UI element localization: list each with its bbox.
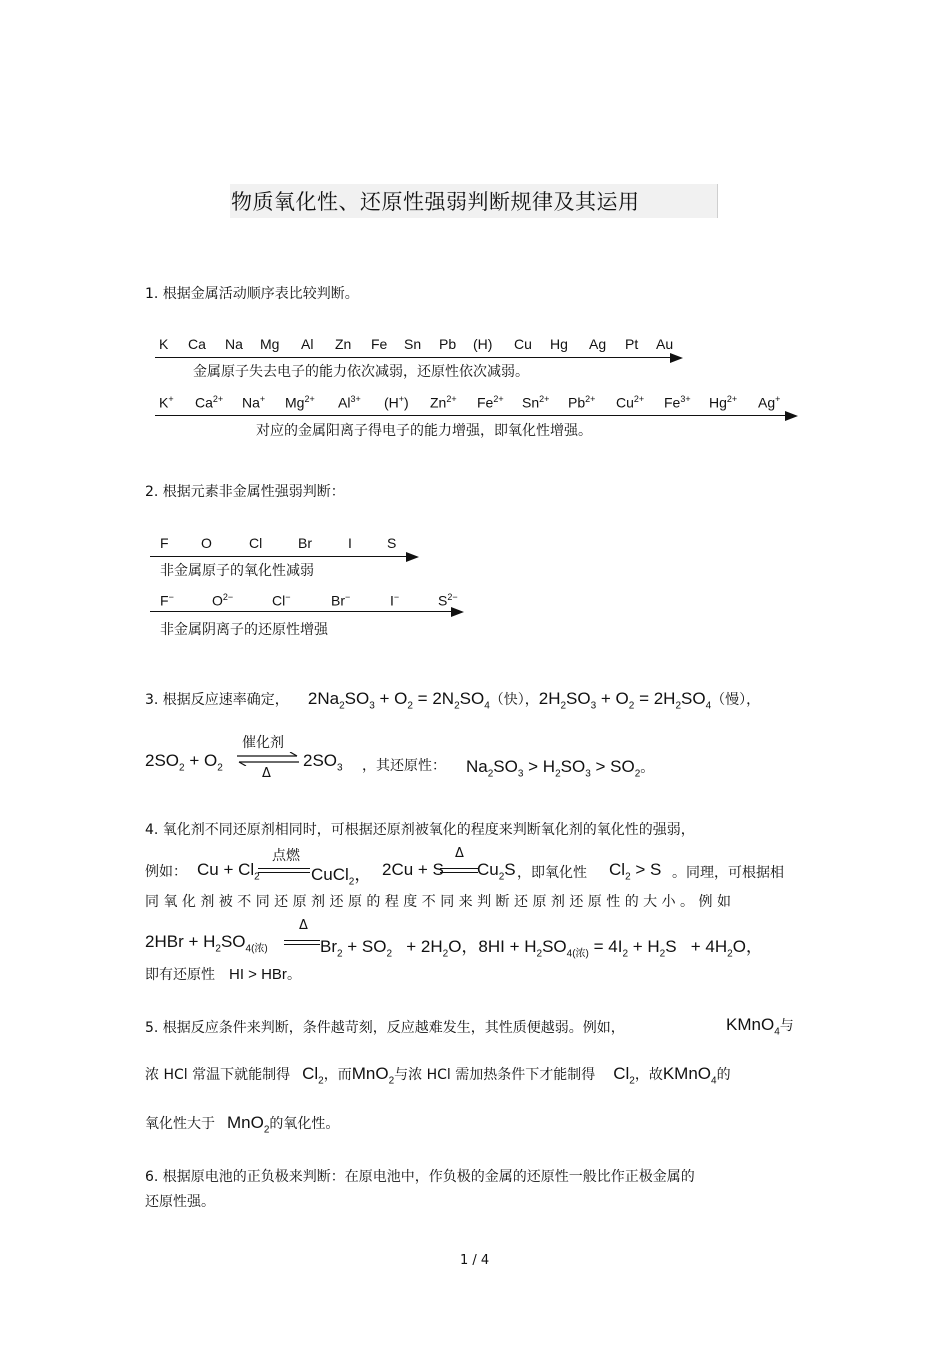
cation-Hg: $Hg^{2+}$ [709, 394, 738, 411]
cation-arrow-line [155, 415, 788, 416]
metal-Al: Al [301, 336, 314, 352]
anion-S: $S^{2-}$ [438, 592, 458, 609]
metal-Pb: Pb [439, 336, 457, 352]
cation-Ca: $Ca^{2+}$ [195, 394, 224, 411]
anion-arrow-head [451, 607, 464, 617]
cation-Zn: $Zn^{2+}$ [430, 394, 457, 411]
cation-Al: $Al^{3+}$ [338, 394, 361, 411]
nonmetal-arrow-line [150, 556, 408, 557]
delta-sign-hbr: Δ [299, 918, 308, 933]
cation-note: 对应的金属阳离子得电子的能力增强，即氧化性增强。 [256, 423, 592, 439]
anion-I: I− [390, 592, 400, 609]
metal-K: K [159, 336, 169, 352]
example-label: 例如： [145, 864, 187, 880]
metal-arrow-head [670, 353, 683, 363]
cation-arrow-head [785, 411, 798, 421]
delta-sign-s3: Δ [262, 766, 271, 781]
metal-Pt: Pt [625, 336, 639, 352]
delta-line-top [440, 868, 478, 869]
similarly-text: 。同理，可根据相 [672, 865, 784, 881]
ignite-label: 点燃 [272, 848, 300, 864]
metal-Sn: Sn [404, 336, 422, 352]
oxidizing-order: $Cl_2 > S$ [609, 860, 662, 883]
section-1-heading: 1. 根据金属活动顺序表比较判断。 [145, 286, 359, 302]
metal-Cu: Cu [514, 336, 532, 352]
atom-I: I [348, 535, 352, 551]
cation-Pb: $Pb^{2+}$ [568, 394, 596, 411]
atom-F: F [160, 535, 169, 551]
metal-Hg: Hg [550, 336, 568, 352]
product-hbr: $Br_2 + SO_2 + 2H_2O$，$8HI + H_2SO_{4(浓)} = 4I_2 + H_2S + 4H_2O$， [320, 937, 763, 960]
equilibrium-arrow [235, 752, 301, 766]
anion-F: F− [160, 592, 174, 609]
metal-Ag: Ag [589, 336, 607, 352]
cation-Na: Na+ [242, 394, 266, 411]
page-title: 物质氧化性、还原性强弱判断规律及其运用 [231, 190, 640, 214]
atom-O: O [201, 535, 212, 551]
metal-arrow-line [155, 357, 673, 358]
reaction-cu-cl2: $Cu + Cl_2$ [197, 860, 260, 883]
cation-Fe2: $Fe^{2+}$ [477, 394, 504, 411]
section-4-line-3: 同 氧 化 剂 被 不 同 还 原 剂 还 原 的 程 度 不 同 来 判 断 还 原 剂 还 原 性 的 大 小 。 例 如 [145, 894, 731, 910]
metal-note: 金属原子失去电子的能力依次减弱，还原性依次减弱。 [193, 364, 529, 380]
product-cu2s: $Cu_2S$ [477, 860, 516, 883]
metal-Na: Na [225, 336, 243, 352]
metal-Au: Au [656, 336, 674, 352]
metal-Mg: Mg [260, 336, 280, 352]
section-4-conclusion: 即有还原性 HI > HBr。 [145, 966, 301, 983]
oxidizing-label: ，即氧化性 [517, 865, 587, 881]
cation-Sn: $Sn^{2+}$ [522, 394, 550, 411]
anion-Br: Br− [331, 592, 351, 609]
delta-sign-cu-s: Δ [455, 846, 464, 861]
cation-Ag: Ag+ [758, 394, 781, 411]
atom-Br: Br [298, 535, 312, 551]
section-3-line-1: 3. 根据反应速率确定， $2Na_2SO_3 + O_2 = 2N_2SO_4$（快），$2H_2SO_3 + O_2 = 2H_2SO_4$（慢）， [145, 689, 761, 712]
metal-Zn: Zn [335, 336, 352, 352]
anion-arrow-line [150, 611, 453, 612]
section-6-line-1: 6. 根据原电池的正负极来判断：在原电池中，作负极的金属的还原性一般比作正极金属的 [145, 1169, 695, 1185]
anion-Cl: Cl− [272, 592, 291, 609]
anion-O: $O^{2-}$ [212, 592, 234, 609]
reaction-cu-s: 2Cu + S [382, 860, 444, 879]
hbr-arrow-bottom [284, 944, 320, 945]
cation-Mg: $Mg^{2+}$ [285, 394, 315, 411]
metal-H: (H) [473, 336, 493, 352]
metal-Ca: Ca [188, 336, 206, 352]
cation-Cu: $Cu^{2+}$ [616, 394, 645, 411]
section-4-line-1: 4. 氧化剂不同还原剂相同时，可根据还原剂被氧化的程度来判断氧化剂的氧化性的强弱， [145, 822, 695, 838]
hbr-arrow-top [284, 940, 320, 941]
section-5-line-1: 5. 根据反应条件来判断，条件越苛刻，反应越难发生，其性质便越弱。例如， [145, 1020, 625, 1036]
reaction-so2-left: $2SO_2 + O_2$ [145, 751, 223, 774]
cation-K: K+ [159, 394, 174, 411]
anion-note: 非金属阴离子的还原性增强 [160, 622, 328, 638]
section-2-heading: 2. 根据元素非金属性强弱判断： [145, 484, 345, 500]
ignite-line-top [258, 868, 310, 869]
kmno4-formula: KMnO$_4$与 [726, 1015, 794, 1038]
page-number: 1 / 4 [460, 1253, 490, 1268]
ignite-line-bottom [258, 872, 310, 873]
atom-Cl: Cl [249, 535, 263, 551]
cation-Fe3: $Fe^{3+}$ [664, 394, 691, 411]
nonmetal-arrow-head [406, 552, 419, 562]
section-5-line-2: 浓 HCl 常温下就能制得 $Cl_2$，而MnO$_2$与浓 HCl 需加热条件下才能制得 $Cl_2$，故KMnO$_4$的 [145, 1064, 731, 1087]
reaction-hbr: $2HBr + H_2SO_{4(浓)}$ [145, 932, 268, 955]
delta-line-bottom [440, 872, 478, 873]
cation-H: (H+) [384, 394, 409, 411]
section-6-line-2: 还原性强。 [145, 1194, 215, 1210]
nonmetal-note: 非金属原子的氧化性减弱 [160, 563, 314, 579]
catalyst-label: 催化剂 [242, 735, 284, 751]
section-5-line-3: 氧化性大于 MnO$_2$的氧化性。 [145, 1113, 340, 1136]
reduction-label: ，其还原性： [362, 758, 446, 774]
reaction-so3-right: $2SO_3$ [303, 751, 343, 774]
metal-Fe: Fe [371, 336, 388, 352]
product-cucl2: CuCl$_2$， [311, 865, 372, 888]
reduction-order: $Na_2SO_3 > H_2SO_3 > SO_2$。 [466, 757, 655, 780]
atom-S: S [387, 535, 397, 551]
